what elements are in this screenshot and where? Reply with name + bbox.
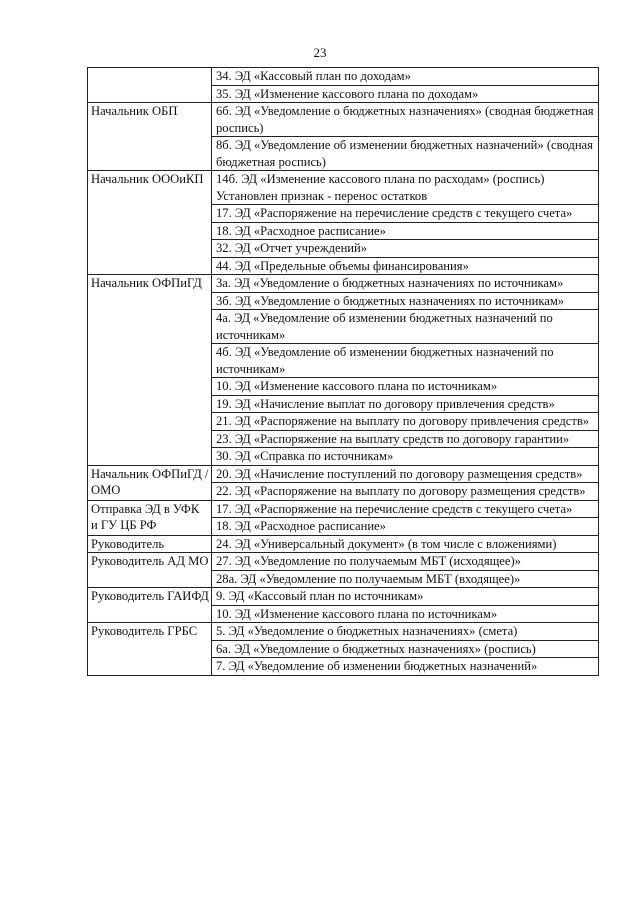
table-row — [88, 623, 599, 641]
role-cell: Начальник ОФПиГД — [88, 275, 212, 466]
document-item-cell: 3а. ЭД «Уведомление о бюджетных назначениях по источникам» — [212, 275, 599, 293]
document-item-cell: 6б. ЭД «Уведомление о бюджетных назначениях» (сводная бюджетная роспись) — [212, 103, 599, 137]
document-item-cell: 27. ЭД «Уведомление по получаемым МБТ (исходящее)» — [212, 553, 599, 571]
role-cell: Начальник ОФПиГД / ОМО — [88, 465, 212, 500]
document-item-cell: 9. ЭД «Кассовый план по источникам» — [212, 588, 599, 606]
table-body — [88, 68, 599, 676]
table-row — [88, 553, 599, 571]
document-item-cell: 23. ЭД «Распоряжение на выплату средств по договору гарантии» — [212, 430, 599, 448]
document-item-cell: 32. ЭД «Отчет учреждений» — [212, 240, 599, 258]
role-cell: Начальник ОБП — [88, 103, 212, 171]
document-item-cell: 18. ЭД «Расходное расписание» — [212, 222, 599, 240]
role-cell: Руководитель ГРБС — [88, 623, 212, 676]
role-cell: Руководитель ГАИФД — [88, 588, 212, 623]
document-item-cell: 21. ЭД «Распоряжение на выплату по договору привлечения средств» — [212, 413, 599, 431]
table-row — [88, 103, 599, 137]
table-row — [88, 68, 599, 86]
role-cell: Руководитель — [88, 535, 212, 553]
document-item-cell: 18. ЭД «Расходное расписание» — [212, 518, 599, 536]
role-document-table — [87, 67, 599, 676]
document-item-cell: 7. ЭД «Уведомление об изменении бюджетных назначений» — [212, 658, 599, 676]
document-item-cell: 6а. ЭД «Уведомление о бюджетных назначениях» (роспись) — [212, 640, 599, 658]
document-item-cell: 4б. ЭД «Уведомление об изменении бюджетных назначений по источникам» — [212, 344, 599, 378]
document-item-cell: 19. ЭД «Начисление выплат по договору привлечения средств» — [212, 395, 599, 413]
table-row — [88, 500, 599, 518]
document-item-cell: 8б. ЭД «Уведомление об изменении бюджетных назначений» (сводная бюджетная роспись) — [212, 137, 599, 171]
document-item-cell: 20. ЭД «Начисление поступлений по договору размещения средств» — [212, 465, 599, 483]
document-item-cell: 5. ЭД «Уведомление о бюджетных назначениях» (смета) — [212, 623, 599, 641]
table-row — [88, 275, 599, 293]
document-item-cell: 10. ЭД «Изменение кассового плана по источникам» — [212, 605, 599, 623]
document-item-cell: 30. ЭД «Справка по источникам» — [212, 448, 599, 466]
document-item-cell: 17. ЭД «Распоряжение на перечисление средств с текущего счета» — [212, 205, 599, 223]
role-cell: Отправка ЭД в УФК и ГУ ЦБ РФ — [88, 500, 212, 535]
document-item-cell: 14б. ЭД «Изменение кассового плана по расходам» (роспись) Установлен признак - перенос остатков — [212, 171, 599, 205]
table-row — [88, 588, 599, 606]
document-item-cell: 3б. ЭД «Уведомление о бюджетных назначениях по источникам» — [212, 292, 599, 310]
document-item-cell: 24. ЭД «Универсальный документ» (в том числе с вложениями) — [212, 535, 599, 553]
document-item-cell: 4а. ЭД «Уведомление об изменении бюджетных назначений по источникам» — [212, 310, 599, 344]
table-row — [88, 465, 599, 483]
table-row — [88, 535, 599, 553]
document-item-cell: 17. ЭД «Распоряжение на перечисление средств с текущего счета» — [212, 500, 599, 518]
document-item-cell: 10. ЭД «Изменение кассового плана по источникам» — [212, 378, 599, 396]
role-cell: Руководитель АД МО — [88, 553, 212, 588]
document-item-cell: 44. ЭД «Предельные объемы финансирования» — [212, 257, 599, 275]
table-row — [88, 171, 599, 205]
document-item-cell: 28а. ЭД «Уведомление по получаемым МБТ (входящее)» — [212, 570, 599, 588]
document-item-cell: 35. ЭД «Изменение кассового плана по доходам» — [212, 85, 599, 103]
document-item-cell: 34. ЭД «Кассовый план по доходам» — [212, 68, 599, 86]
document-item-cell: 22. ЭД «Распоряжение на выплату по договору размещения средств» — [212, 483, 599, 501]
role-cell: Начальник ОООиКП — [88, 171, 212, 275]
role-cell — [88, 68, 212, 103]
page-number: 23 — [313, 45, 327, 60]
